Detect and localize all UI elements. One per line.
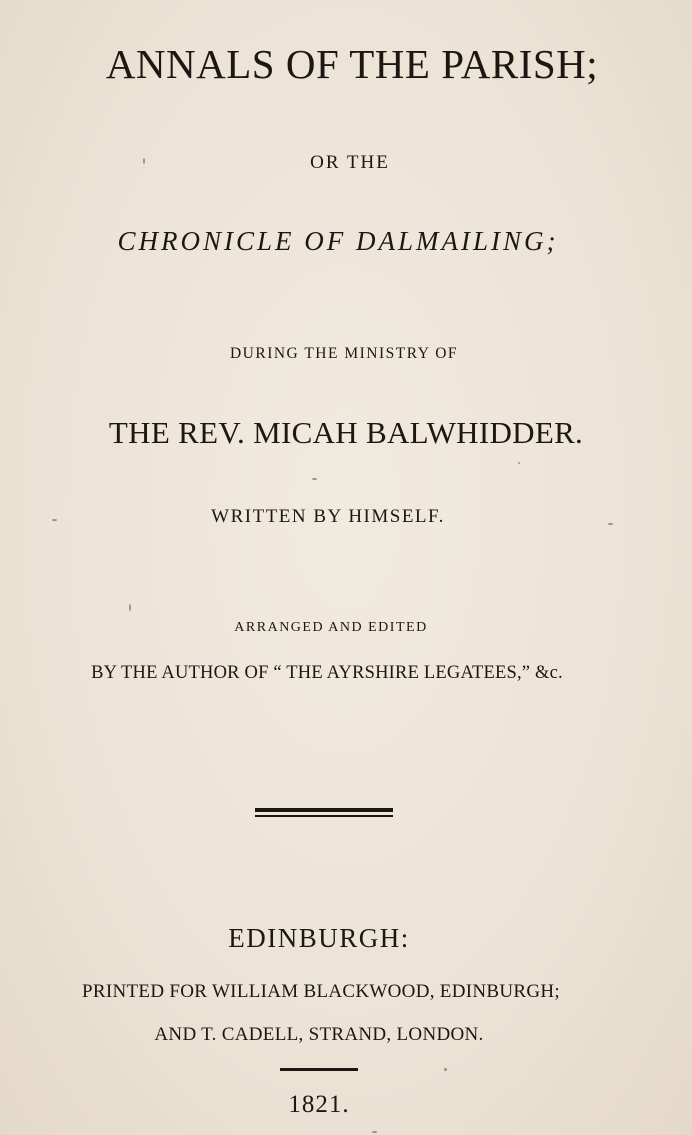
paper-speck [129, 604, 131, 611]
paper-speck [518, 462, 520, 464]
paper-speck [608, 523, 613, 525]
minister-name: THE REV. MICAH BALWHIDDER. [108, 415, 584, 450]
book-subtitle: CHRONICLE OF DALMAILING; [117, 226, 559, 256]
paper-speck [372, 1131, 377, 1133]
during-ministry-text: DURING THE MINISTRY OF [229, 345, 459, 362]
imprint-cadell: AND T. CADELL, STRAND, LONDON. [154, 1024, 484, 1045]
imprint-city: EDINBURGH: [228, 923, 410, 953]
or-the-text: OR THE [310, 152, 390, 173]
author-attribution: BY THE AUTHOR OF “ THE AYRSHIRE LEGATEES,” &c. [91, 663, 563, 683]
ornamental-rule-thick [255, 808, 393, 812]
ornamental-rule-thin [255, 815, 393, 817]
arranged-edited-text: ARRANGED AND EDITED [234, 620, 428, 635]
paper-speck [312, 478, 317, 480]
publication-year: 1821. [288, 1091, 350, 1118]
paper-speck [143, 158, 145, 164]
paper-speck [444, 1068, 447, 1071]
written-by-text: WRITTEN BY HIMSELF. [211, 506, 445, 527]
paper-speck [52, 519, 57, 521]
short-rule [280, 1068, 358, 1071]
imprint-printed-for: PRINTED FOR WILLIAM BLACKWOOD, EDINBURGH; [82, 981, 560, 1002]
book-title: ANNALS OF THE PARISH; [105, 41, 599, 87]
